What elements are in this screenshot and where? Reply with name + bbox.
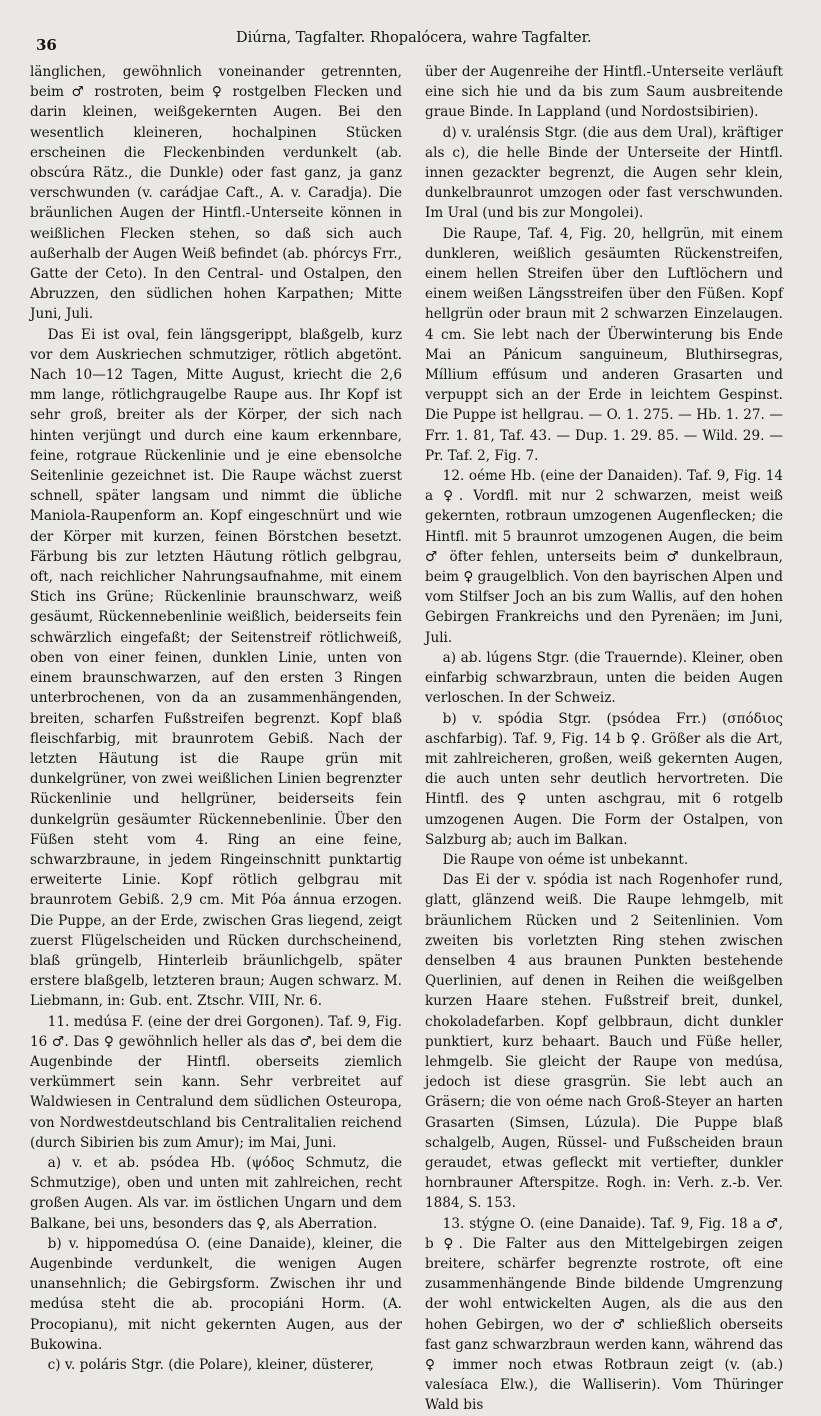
paragraph: Das Ei ist oval, fein längsgerippt, blaßgelb, kurz vor dem Auskriechen schmutziger, rötlich abgetönt. Nach 10—12 Tagen, Mitte August, kriecht die 2,6 mm lange, rötlichgraugelbe Raupe aus. Ihr Kopf ist sehr groß, breiter als der Körper, der sich nach hinten verjüngt und durch eine kaum erkennbare, feine, rotgraue Rückenlinie und je eine ebensolche Seitenlinie gezeichnet ist. Die Raupe wächst zuerst schnell, später langsam und nimmt die übliche Maniola-Raupenform an. Kopf eingeschnürt und wie der Körper mit kurzen, feinen Börstchen besetzt. Färbung bis zur letzten Häutung rötlich gelbgrau, oft, nach reichlicher Nahrungsaufnahme, mit einem Stich ins Grüne; Rückenlinie braunschwarz, weiß gesäumt, Rückennebenlinie weißlich, beiderseits fein schwärzlich eingefaßt; der Seitenstreif rötlichweiß, oben von einer feinen, dunklen Linie, unten von einem braunschwarzen, auf den ersten 3 Ringen unterbrochenen, von da an zusammenhängenden, breiten, scharfen Fußstreifen begrenzt. Kopf blaß fleischfarbig, mit braunrotem Gebiß. Nach der letzten Häutung ist die Raupe grün mit dunkelgrüner, von zwei weißlichen Linien begrenzter Rückenlinie und hellgrüner, beiderseits fein dunkelgrün gesäumter Rückennebenlinie. Über den Füßen steht vom 4. Ring an eine feine, schwarzbraune, in jedem Ringeinschnitt punktartig erweiterte Linie. Kopf rötlich gelbgrau mit braunrotem Gebiß. 2,9 cm. Mit Póa ánnua erzogen. Die Puppe, an der Erde, zwischen Gras liegend, zeigt zuerst Flügelscheiden und Rücken durchscheinend, blaß grüngelb, Hinterleib bräunlichgelb, später erstere blaßgelb, letzteren braun; Augen schwarz. M. Liebmann, in: Gub. ent. Ztschr. VIII, Nr. 6. [30,326,402,1010]
paragraph: länglichen, gewöhnlich voneinander getrennten, beim ♂ rostroten, beim ♀ rostgelben Flecken und darin kleinen, weißgekernten Augen. Bei den wesentlich kleineren, hochalpinen Stücken erscheinen die Fleckenbinden verdunkelt (ab. obscúra Rätz., die Dunkle) oder fast ganz, ja ganz verschwunden (v. carádjae Caft., A. v. Caradja). Die bräunlichen Augen der Hintfl.-Unterseite können in weißlichen Flecken stehen, so daß sich auch außerhalb der Augen Weiß befindet (ab. phórcys Frr., Gatte der Ceto). In den Central- und Ostalpen, den Abruzzen, den südlichen hohen Karpathen; Mitte Juni, Juli. [30,64,402,323]
paragraph: a) ab. lúgens Stgr. (die Trauernde). Kleiner, oben einfarbig schwarzbraun, unten die beiden Augen verloschen. In der Schweiz. [425,649,783,707]
page-number: 36 [36,36,57,54]
paragraph: a) v. et ab. psódea Hb. (ψόδος Schmutz, die Schmutzige), oben und unten mit zahlreichen, recht großen Augen. Als var. im östlichen Ungarn und dem Balkane, bei uns, besonders das ♀, als Aberration. [30,1154,402,1232]
page-header [36,30,781,54]
paragraph: 11. medúsa F. (eine der drei Gorgonen). Taf. 9, Fig. 16 ♂. Das ♀ gewöhnlich heller als das ♂, bei dem die Augenbinde der Hintfl. oberseits ziemlich verkümmert sein kann. Sehr verbreitet auf Waldwiesen in Centralund dem südlichen Osteuropa, von Nordwestdeutschland bis Centralitalien reichend (durch Sibirien bis zum Amur); im Mai, Juni. [30,1013,402,1151]
paragraph: b) v. hippomedúsa O. (eine Danaide), kleiner, die Augenbinde verdunkelt, die wenigen Augen unansehnlich; die Gebirgsform. Zwischen ihr und medúsa steht die ab. procopiáni Horm. (A. Procopianu), mit nicht gekernten Augen, aus der Bukowina. [30,1235,402,1353]
running-head: Diúrna, Tagfalter. Rhopalócera, wahre Tagfalter. [236,30,592,46]
paragraph: 12. oéme Hb. (eine der Danaiden). Taf. 9, Fig. 14 a ♀. Vordfl. mit nur 2 schwarzen, meist weiß gekernten, rotbraun umzogenen Augenflecken; die Hintfl. mit 5 braunrot umzogenen Augen, die beim ♂ öfter fehlen, unterseits beim ♂ dunkelbraun, beim ♀ graugelblich. Von den bayrischen Alpen und vom Stilfser Joch an bis zum Wallis, auf den hohen Gebirgen Frankreichs und den Pyrenäen; im Juni, Juli. [425,468,783,646]
paragraph: b) v. spódia Stgr. (psódea Frr.) (σπόδιος aschfarbig). Taf. 9, Fig. 14 b ♀. Größer als die Art, mit zahlreicheren, großen, weiß gekernten Augen, die auch unten sehr deutlich hervortreten. Die Hintfl. des ♀ unten aschgrau, mit 6 rotgelb umzogenen Augen. Die Form der Ostalpen, von Salzburg ab; auch im Balkan. [425,710,783,848]
right-column [425,62,783,1414]
paragraph: Die Raupe von oéme ist unbekannt. [442,851,689,868]
paragraph: Das Ei der v. spódia ist nach Rogenhofer rund, glatt, glänzend weiß. Die Raupe lehmgelb, mit bräunlichem Rücken und 2 Seitenlinien. Vom zweiten bis vorletzten Ring stehen zwischen denselben 4 aus braunen Punkten bestehende Querlinien, auf denen in Reihen die weißgelben kurzen Haare stehen. Fußstreif breit, dunkel, chokoladefarben. Kopf gelbbraun, dicht dunkler punktiert, kurz behaart. Bauch und Füße heller, lehmgelb. Sie gleicht der Raupe von medúsa, jedoch ist diese grasgrün. Sie lebt auch an Gräsern; die von oéme nach Groß-Steyer an harten Grasarten (Simsen, Lúzula). Die Puppe blaß schalgelb, Augen, Rüssel- und Fußscheiden braun geraudet, etwas gefleckt mit vertiefter, dunkler hornbrauner Afterspitze. Rogh. in: Verh. z.-b. Ver. 1884, S. 153. [425,872,783,1212]
left-column [30,62,402,1373]
paragraph: 13. stýgne O. (eine Danaide). Taf. 9, Fig. 18 a ♂, b ♀. Die Falter aus den Mittelgebirgen zeigen breitere, schärfer begrenzte rostrote, oft eine zusammenhängende Binde bildende Umgrenzung der wohl entwickelten Augen, als die aus den hohen Gebirgen, wo der ♂ schließlich oberseits fast ganz schwarzbraun werden kann, während das ♀ immer noch etwas Rotbraun zeigt (v. (ab.) valesíaca Elw.), die Walliserin). Vom Thüringer Wald bis [425,1215,783,1414]
paragraph: d) v. uralénsis Stgr. (die aus dem Ural), kräftiger als c), die helle Binde der Unterseite der Hintfl. innen gezackter begrenzt, die Augen sehr klein, dunkelbraunrot umzogen oder fast verschwunden. Im Ural (und bis zur Mongolei). [425,124,783,222]
paragraph: c) v. poláris Stgr. (die Polare), kleiner, düsterer, [47,1357,374,1373]
paragraph: Die Raupe, Taf. 4, Fig. 20, hellgrün, mit einem dunkleren, weißlich gesäumten Rückenstreifen, einem hellen Streifen über den Luftlöchern und einem weißen Längsstreifen über den Füßen. Kopf hellgrün oder braun mit 2 schwarzen Einzelaugen. 4 cm. Sie lebt nach der Überwinterung bis Ende Mai an Pánicum sanguineum, Bluthirsegras, Míllium effúsum und anderen Grasarten und verpuppt sich an der Erde in leichtem Gespinst. Die Puppe ist hellgrau. — O. 1. 275. — Hb. 1. 27. — Frr. 1. 81, Taf. 43. — Dup. 1. 29. 85. — Wild. 29. — Pr. Taf. 2, Fig. 7. [425,225,783,464]
paragraph: über der Augenreihe der Hintfl.-Unterseite verläuft eine sich hie und da bis zum Saum ausbreitende graue Binde. In Lappland (und Nordostsibirien). [425,64,783,121]
